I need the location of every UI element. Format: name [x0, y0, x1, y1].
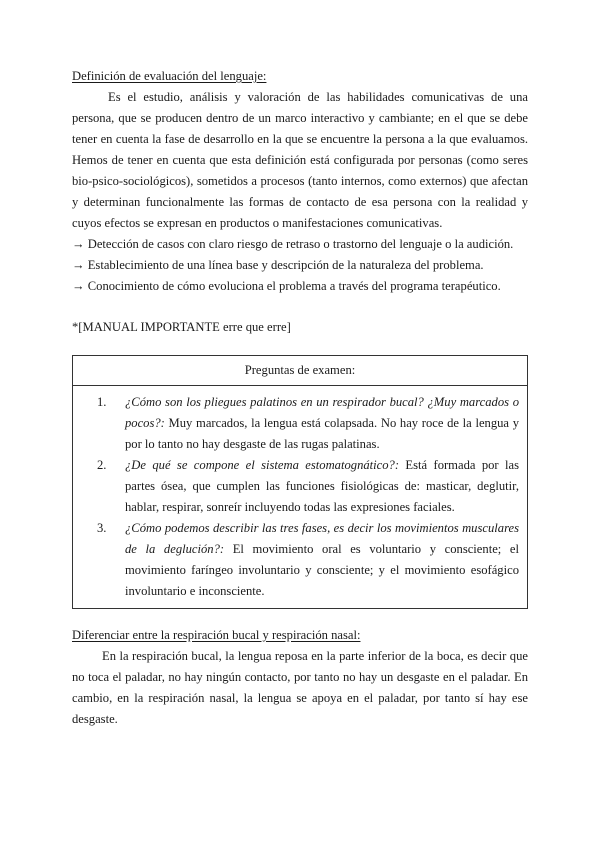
respiration-paragraph: En la respiración bucal, la lengua reposa en la parte inferior de la boca, es decir que no toca el paladar, no hay ningún contacto, por tanto no hay un desgaste en el paladar. En cambio, en la respiración nasal, la lengua se apoya en el paladar, por tanto sí hay ese desgaste.	[72, 649, 528, 726]
bullet-item: → Detección de casos con claro riesgo de retraso o trastorno del lenguaje o la audición.	[72, 237, 514, 251]
exam-question-item	[97, 518, 519, 602]
exam-box-title: Preguntas de examen:	[73, 356, 527, 386]
bullet-item: → Conocimiento de cómo evoluciona el problema a través del programa terapéutico.	[72, 279, 501, 293]
section-heading-definicion: Definición de evaluación del lenguaje:	[72, 69, 267, 83]
question-text: ¿Cómo son los pliegues palatinos en un respirador bucal? ¿Muy marcados o pocos?:	[125, 395, 519, 430]
exam-question-item	[97, 392, 519, 455]
answer-text: Está formada por las partes ósea, que cumplen las funciones fisiológicas de: masticar, deglutir, hablar, respirar, sonreír incluyendo todas las expresiones faciales.	[125, 458, 520, 514]
document-content	[72, 66, 528, 730]
answer-text: Muy marcados, la lengua está colapsada. No hay roce de la lengua y por lo tanto no hay desgaste de las rugas palatinas.	[125, 416, 519, 451]
question-text: ¿Cómo podemos describir las tres fases, es decir los movimientos musculares de la deglución?:	[125, 521, 519, 556]
bullet-item: → Establecimiento de una línea base y descripción de la naturaleza del problema.	[72, 258, 484, 272]
section-heading-respiracion: Diferenciar entre la respiración bucal y respiración nasal:	[72, 628, 361, 642]
exam-question-item	[97, 455, 520, 518]
manual-note: *[MANUAL IMPORTANTE erre que erre]	[72, 320, 291, 334]
question-number: 1.	[97, 395, 107, 409]
question-text: ¿De qué se compone el sistema estomatognático?:	[125, 458, 400, 472]
question-number: 3.	[97, 521, 107, 535]
answer-text: El movimiento oral es voluntario y consciente; el movimiento faríngeo involuntario y consciente; y el movimiento esofágico involuntario e inconsciente.	[125, 542, 519, 598]
exam-questions-box	[72, 355, 528, 609]
definition-paragraph: Es el estudio, análisis y valoración de las habilidades comunicativas de una persona, que se producen dentro de un marco interactivo y cambiante; en el que se debe tener en cuenta la fase de desarrollo en la que se encuentre la persona a la que evaluamos. Hemos de tener en cuenta que esta definición está configurada por personas (como seres bio-psico-sociológicos), sometidos a procesos (tanto internos, como externos) que afectan y determinan funcionalmente las formas de contacto de esa persona con la realidad y cuyos efectos se expresan en productos o manifestaciones comunicativas.	[72, 90, 528, 230]
exam-questions-list	[73, 386, 527, 608]
question-number: 2.	[97, 458, 107, 472]
